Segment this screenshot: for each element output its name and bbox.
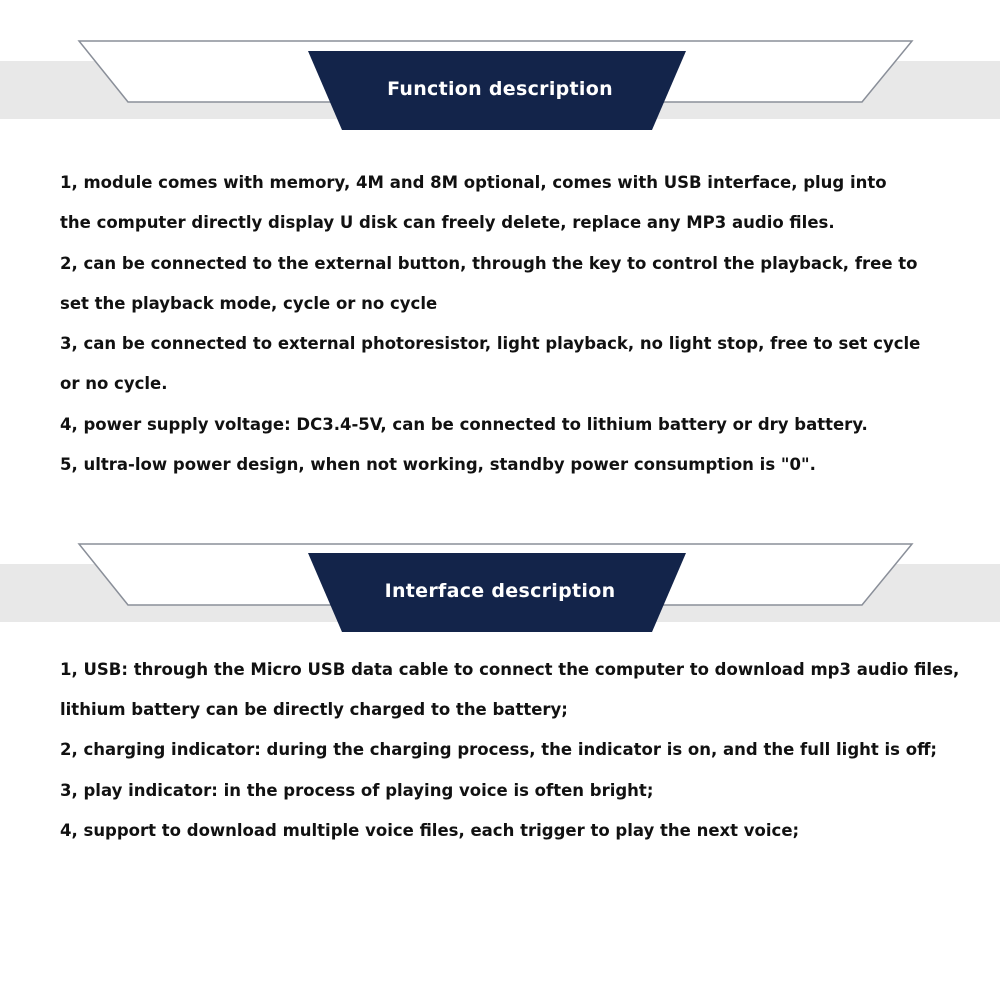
text-line: 3, play indicator: in the process of playing voice is often bright; — [60, 781, 654, 800]
text-line: set the playback mode, cycle or no cycle — [60, 294, 438, 313]
text-line: 4, support to download multiple voice files, each trigger to play the next voice; — [60, 821, 800, 840]
text-line: lithium battery can be directly charged to the battery; — [60, 700, 568, 719]
text-line: 5, ultra-low power design, when not working, standby power consumption is "0". — [60, 455, 816, 474]
text-line: the computer directly display U disk can freely delete, replace any MP3 audio files. — [60, 213, 835, 232]
text-line: 3, can be connected to external photoresistor, light playback, no light stop, free to set cycle — [60, 334, 921, 353]
text-line: 1, USB: through the Micro USB data cable to connect the computer to download mp3 audio files, — [60, 660, 960, 679]
section-title-function: Function description — [387, 78, 613, 100]
text-line: 2, can be connected to the external button, through the key to control the playback, free to — [60, 254, 918, 273]
interface-description-banner — [0, 543, 1000, 643]
text-line: 2, charging indicator: during the charging process, the indicator is on, and the full light is off; — [60, 740, 938, 759]
function-description-banner — [0, 40, 1000, 140]
section-title-interface: Interface description — [384, 580, 616, 602]
text-line: or no cycle. — [60, 374, 168, 393]
text-line: 1, module comes with memory, 4M and 8M optional, comes with USB interface, plug into — [60, 173, 887, 192]
text-line: 4, power supply voltage: DC3.4-5V, can be connected to lithium battery or dry battery. — [60, 415, 868, 434]
